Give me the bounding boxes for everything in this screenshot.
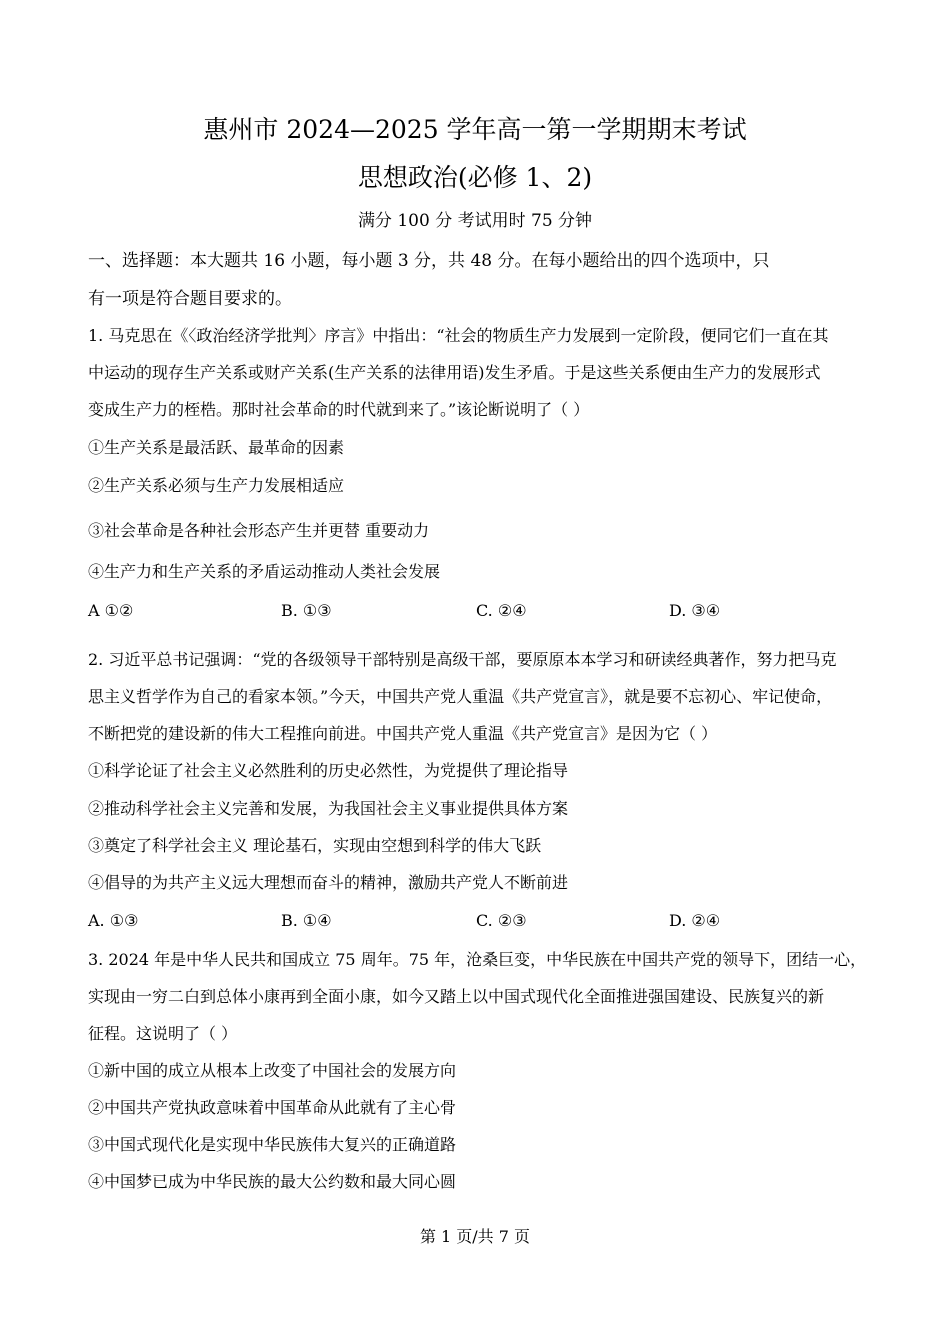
q1-stem-line-2: 中运动的现存生产关系或财产关系(生产关系的法律用语)发生矛盾。于是这些关系便由生产力的发展形式 (88, 363, 821, 382)
q1-item-4: ④生产力和生产关系的矛盾运动推动人类社会发展 (88, 562, 441, 581)
q2-stem-line-2: 思主义哲学作为自己的看家本领。”今天，中国共产党人重温《共产党宣言》，就是要不忘初心、牢记使命， (88, 687, 833, 706)
q3-item-3: ③中国式现代化是实现中华民族伟大复兴的正确道路 (88, 1135, 457, 1154)
q3-stem-line-3: 征程。这说明了（ ） (88, 1024, 238, 1043)
q3-item-4: ④中国梦已成为中华民族的最大公约数和最大同心圆 (88, 1172, 457, 1191)
section-instruction-line-2: 有一项是符合题目要求的。 (88, 289, 292, 309)
page-number: 第 1 页/共 7 页 (419, 1227, 531, 1246)
q1-item-1: ①生产关系是最活跃、最革命的因素 (88, 438, 345, 457)
q2-option-d: D. ②④ (669, 911, 721, 930)
q2-stem-line-3: 不断把党的建设新的伟大工程推向前进。中国共产党人重温《共产党宣言》是因为它（ ） (88, 724, 718, 743)
q1-option-b: B. ①③ (281, 601, 332, 620)
q2-stem-line-1: 2. 习近平总书记强调：“党的各级领导干部特别是高级干部，要原原本本学习和研读经典著作，努力把马克 (88, 650, 837, 669)
q3-stem-line-2: 实现由一穷二白到总体小康再到全面小康，如今又踏上以中国式现代化全面推进强国建设、民族复兴的新 (88, 987, 825, 1006)
q3-item-2: ②中国共产党执政意味着中国革命从此就有了主心骨 (88, 1098, 457, 1117)
exam-info: 满分 100 分 考试用时 75 分钟 (357, 211, 593, 231)
q1-stem-line-3: 变成生产力的桎梏。那时社会革命的时代就到来了。”该论断说明了（ ） (88, 400, 590, 419)
q1-option-a: A ①② (88, 601, 134, 620)
q1-item-2: ②生产关系必须与生产力发展相适应 (88, 476, 345, 495)
q3-stem-line-1: 3. 2024 年是中华人民共和国成立 75 周年。75 年，沧桑巨变，中华民族在中国共产党的领导下，团结一心， (88, 950, 867, 969)
q1-item-3: ③社会革命是各种社会形态产生并更替 重要动力 (88, 521, 430, 540)
q2-item-1: ①科学论证了社会主义必然胜利的历史必然性，为党提供了理论指导 (88, 761, 569, 780)
q2-option-a: A. ①③ (88, 911, 139, 930)
q1-option-c: C. ②④ (476, 601, 527, 620)
q2-item-2: ②推动科学社会主义完善和发展，为我国社会主义事业提供具体方案 (88, 799, 569, 818)
q1-option-d: D. ③④ (669, 601, 721, 620)
q3-item-1: ①新中国的成立从根本上改变了中国社会的发展方向 (88, 1061, 457, 1080)
q1-stem-line-1: 1. 马克思在《〈政治经济学批判〉序言》中指出：“社会的物质生产力发展到一定阶段，便同它们一直在其 (88, 326, 829, 345)
exam-title: 惠州市 2024—2025 学年高一第一学期期末考试 (203, 115, 747, 144)
exam-subject: 思想政治(必修 1、2) (357, 163, 593, 192)
q2-item-3: ③奠定了科学社会主义 理论基石，实现由空想到科学的伟大飞跃 (88, 836, 542, 855)
q2-option-b: B. ①④ (281, 911, 332, 930)
q2-item-4: ④倡导的为共产主义远大理想而奋斗的精神，激励共产党人不断前进 (88, 873, 569, 892)
q2-option-c: C. ②③ (476, 911, 527, 930)
section-instruction-line-1: 一、选择题：本大题共 16 小题，每小题 3 分，共 48 分。在每小题给出的四个选项中，只 (88, 251, 770, 271)
